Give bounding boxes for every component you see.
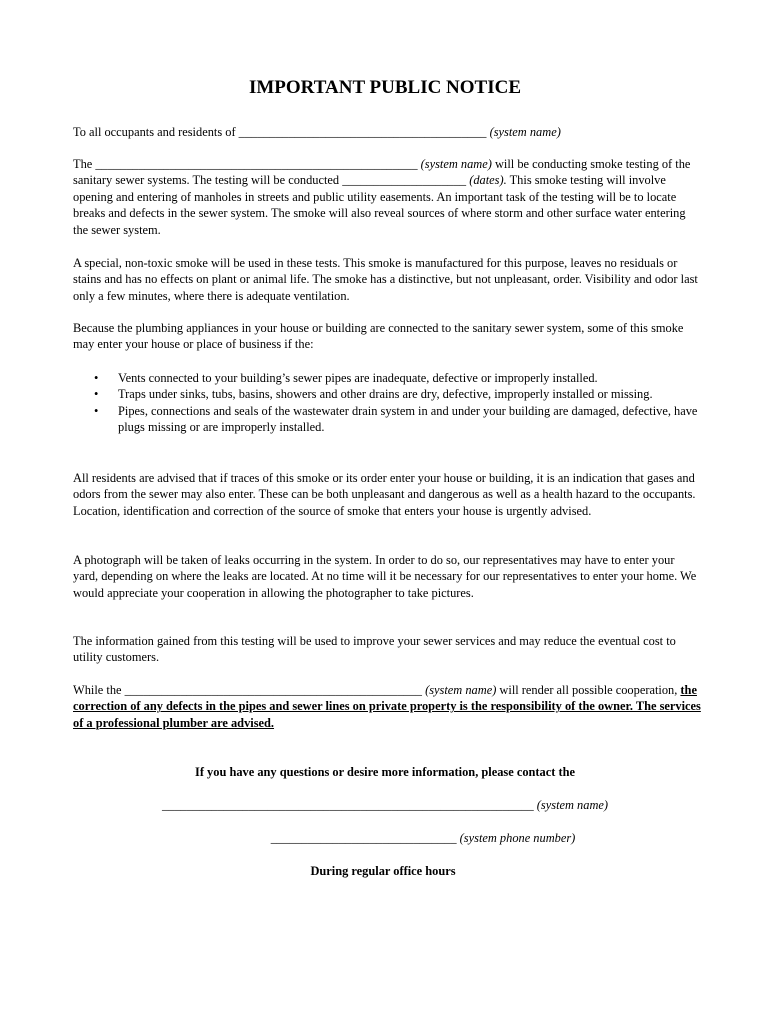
list-item: • Pipes, connections and seals of the wastewater drain system in and under your building are damaged, defective, have plugs missing or are improperly installed. bbox=[94, 403, 698, 435]
contact-phone-line bbox=[0, 830, 770, 846]
phone-number-hint: (system phone number) bbox=[459, 831, 576, 845]
salutation-paragraph bbox=[73, 124, 701, 140]
page-title: IMPORTANT PUBLIC NOTICE bbox=[248, 77, 522, 98]
advisory-paragraph: All residents are advised that if traces of this smoke or its order enter your house or building, it is an indication that gases and odors from the sewer may also enter. These can be both unpleasant and dangerous as well as a health hazard to the occupants. Location, identification and correction of the source of smoke that enters your house is urgently advised. bbox=[73, 471, 696, 518]
smoke-description-paragraph: A special, non-toxic smoke will be used in these tests. This smoke is manufactured for this purpose, leaves no residuals or stains and has no effects on plant or animal life. The smoke has a distinctive, but not unpleasant, order. Visibility and odor last only a few minutes, where there is adequate ventilation. bbox=[73, 256, 698, 303]
system-name-hint: (system name) bbox=[536, 798, 609, 812]
system-name-hint: (system name) bbox=[420, 157, 492, 171]
office-hours: During regular office hours bbox=[310, 864, 456, 878]
contact-heading: If you have any questions or desire more information, please contact the bbox=[195, 765, 575, 779]
bullet-icon: • bbox=[94, 371, 99, 385]
intro-paragraph bbox=[73, 156, 701, 238]
system-name-hint: (system name) bbox=[425, 683, 497, 697]
cooperation-text-a: While the ________________________________________________ bbox=[73, 683, 426, 697]
list-item: • Vents connected to your building’s sewer pipes are inadequate, defective or improperly installed. bbox=[94, 371, 598, 385]
dates-hint: (dates). bbox=[469, 173, 507, 188]
salutation-text: To all occupants and residents of ________________________________________ bbox=[73, 125, 490, 139]
photograph-paragraph: A photograph will be taken of leaks occurring in the system. In order to do so, our representatives may have to enter your yard, depending on where the leaks are located. At no time will it be necessary for our representatives to enter your home. We would appreciate your cooperation in allowing the photographer to take pictures. bbox=[73, 553, 697, 600]
blank-line: ______________________________ bbox=[270, 831, 460, 845]
contact-name-line bbox=[0, 797, 770, 813]
list-item: • Traps under sinks, tubs, basins, showers and other drains are dry, defective, improperly installed or missing. bbox=[94, 387, 653, 402]
plumbing-paragraph: Because the plumbing appliances in your house or building are connected to the sanitary sewer system, some of this smoke may enter your house or place of business if the: bbox=[73, 321, 684, 352]
blank-line: ____________________________________________________________ bbox=[161, 798, 537, 812]
system-name-hint: (system name) bbox=[489, 125, 561, 139]
conditions-list bbox=[73, 370, 701, 436]
cooperation-text-b: will render all possible cooperation, bbox=[496, 683, 681, 697]
intro-text-b: will be conducting smoke testing of the sanitary sewer systems. The testing will be conducted ____________________ bbox=[73, 157, 691, 188]
information-paragraph: The information gained from this testing will be used to improve your sewer services and may reduce the eventual cost to utility customers. bbox=[73, 634, 676, 665]
intro-text-c: This smoke testing will involve opening and entering of manholes in streets and public utility easements. An important task of the testing will be to locate breaks and defects in the sewer system. The smoke will also reveal sources of where storm and other surface water entering the sewer system. bbox=[73, 173, 686, 237]
bullet-icon: • bbox=[94, 403, 99, 418]
bullet-icon: • bbox=[94, 387, 99, 402]
cooperation-paragraph bbox=[73, 682, 701, 731]
owner-responsibility-text: the correction of any defects in the pipes and sewer lines on private property is the responsibility of the owner. The services of a professional plumber are advised. bbox=[73, 683, 701, 730]
intro-text-a: The ____________________________________________________ bbox=[73, 157, 421, 171]
